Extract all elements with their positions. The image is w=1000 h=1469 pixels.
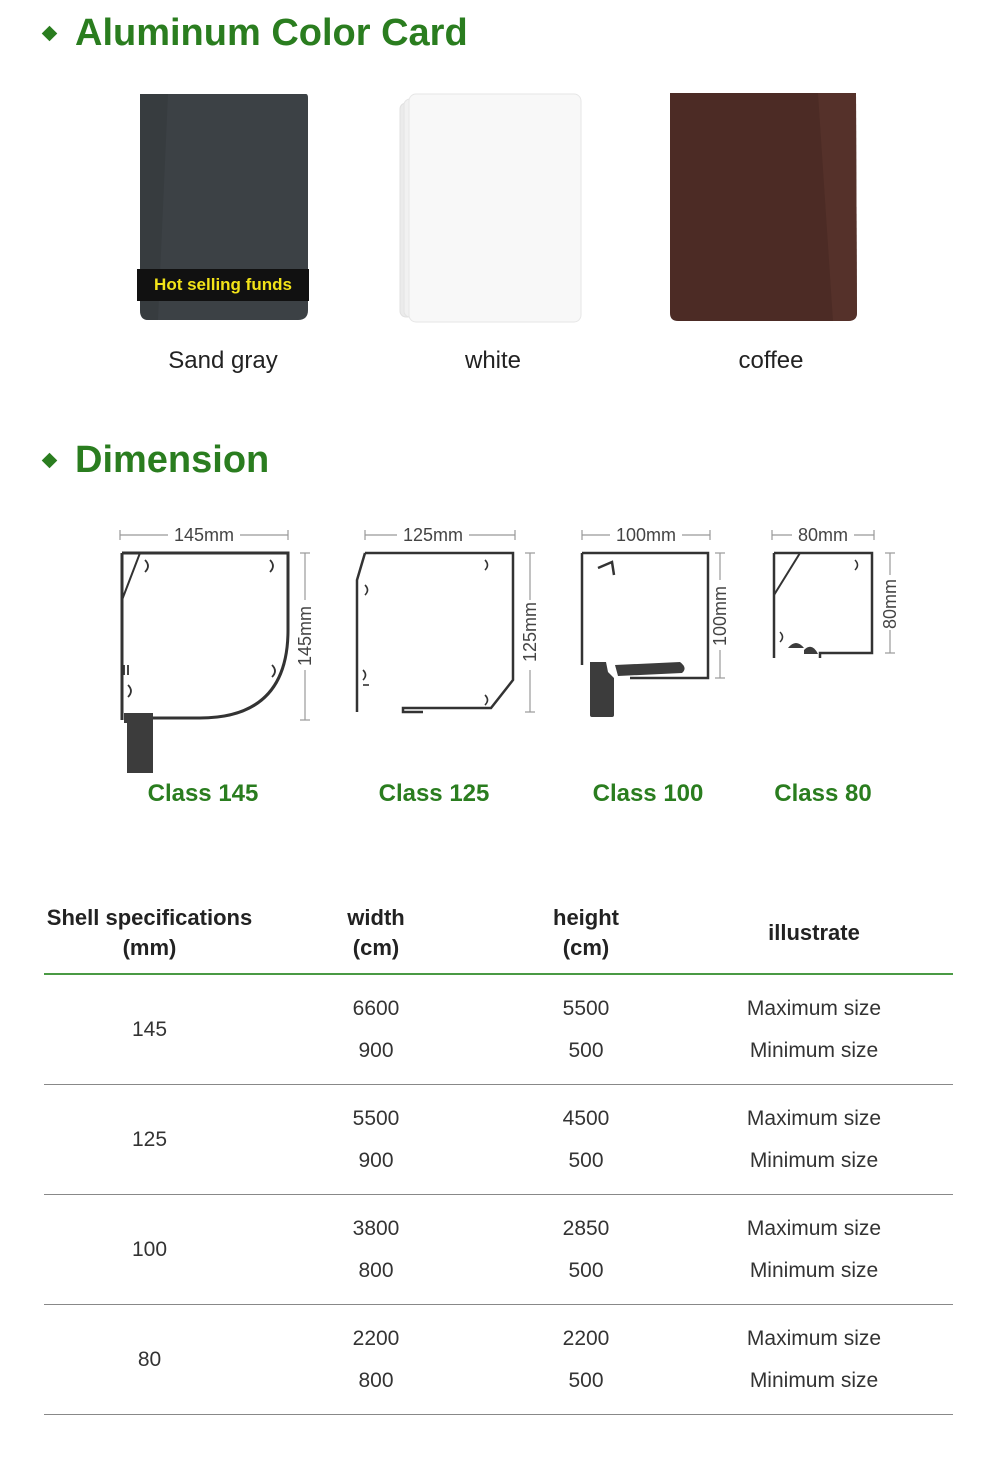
class-125-diagram [345, 520, 545, 730]
dimension-title [44, 439, 269, 482]
height-cell: 2850 500 [497, 1195, 675, 1305]
spec-cell: 80 [44, 1305, 255, 1415]
class-100-slat-icon [615, 662, 685, 676]
dimension-title-text: Dimension [75, 439, 270, 481]
class-145-label: Class 145 [147, 780, 259, 807]
header-shell-spec: Shell specifications (mm) [44, 893, 255, 974]
header-width: width (cm) [255, 893, 497, 974]
spec-cell: 145 [44, 974, 255, 1085]
height-cell: 5500 500 [497, 974, 675, 1085]
width-cell: 2200 800 [255, 1305, 497, 1415]
class-80-label: Class 80 [774, 780, 872, 807]
spec-table [44, 893, 953, 1415]
class-100-diagram [570, 520, 740, 725]
class-145-height-label: 145mm [295, 605, 315, 667]
class-125-height-label: 125mm [520, 601, 540, 663]
spec-cell: 100 [44, 1195, 255, 1305]
white-panel-image [398, 93, 584, 325]
color-card-title [44, 12, 468, 55]
class-80-diagram [760, 520, 910, 680]
table-row [44, 1085, 953, 1195]
swatch-coffee [668, 93, 858, 322]
table-row [44, 1305, 953, 1415]
illustrate-cell: Maximum size Minimum size [675, 974, 953, 1085]
coffee-panel-image [668, 93, 858, 322]
hot-selling-badge: Hot selling funds [137, 269, 309, 301]
swatch-label-white: white [464, 347, 522, 374]
class-145-diagram [100, 520, 330, 780]
illustrate-cell: Maximum size Minimum size [675, 1085, 953, 1195]
spec-cell: 125 [44, 1085, 255, 1195]
class-100-label: Class 100 [592, 780, 704, 807]
width-cell: 6600 900 [255, 974, 497, 1085]
header-illustrate: illustrate [675, 893, 953, 974]
class-80-height-label: 80mm [880, 578, 900, 630]
spec-table-header [44, 893, 953, 974]
width-cell: 3800 800 [255, 1195, 497, 1305]
class-80-width-label: 80mm [797, 525, 849, 545]
swatch-label-sand-gray: Sand gray [168, 347, 278, 374]
illustrate-cell: Maximum size Minimum size [675, 1195, 953, 1305]
diamond-bullet-icon [42, 453, 58, 469]
swatch-label-coffee: coffee [738, 347, 804, 374]
class-100-motor-icon [590, 662, 614, 717]
class-145-width-label: 145mm [173, 525, 235, 545]
class-100-width-label: 100mm [615, 525, 677, 545]
height-cell: 4500 500 [497, 1085, 675, 1195]
height-cell: 2200 500 [497, 1305, 675, 1415]
table-row [44, 974, 953, 1085]
width-cell: 5500 900 [255, 1085, 497, 1195]
color-card-title-text: Aluminum Color Card [75, 12, 468, 54]
class-125-width-label: 125mm [402, 525, 464, 545]
class-80-slat-icon [788, 643, 818, 654]
class-100-height-label: 100mm [710, 585, 730, 647]
illustrate-cell: Maximum size Minimum size [675, 1305, 953, 1415]
header-height: height (cm) [497, 893, 675, 974]
swatch-sand-gray [138, 94, 308, 321]
table-row [44, 1195, 953, 1305]
swatch-white [398, 93, 584, 325]
class-125-label: Class 125 [378, 780, 490, 807]
diamond-bullet-icon [42, 26, 58, 42]
